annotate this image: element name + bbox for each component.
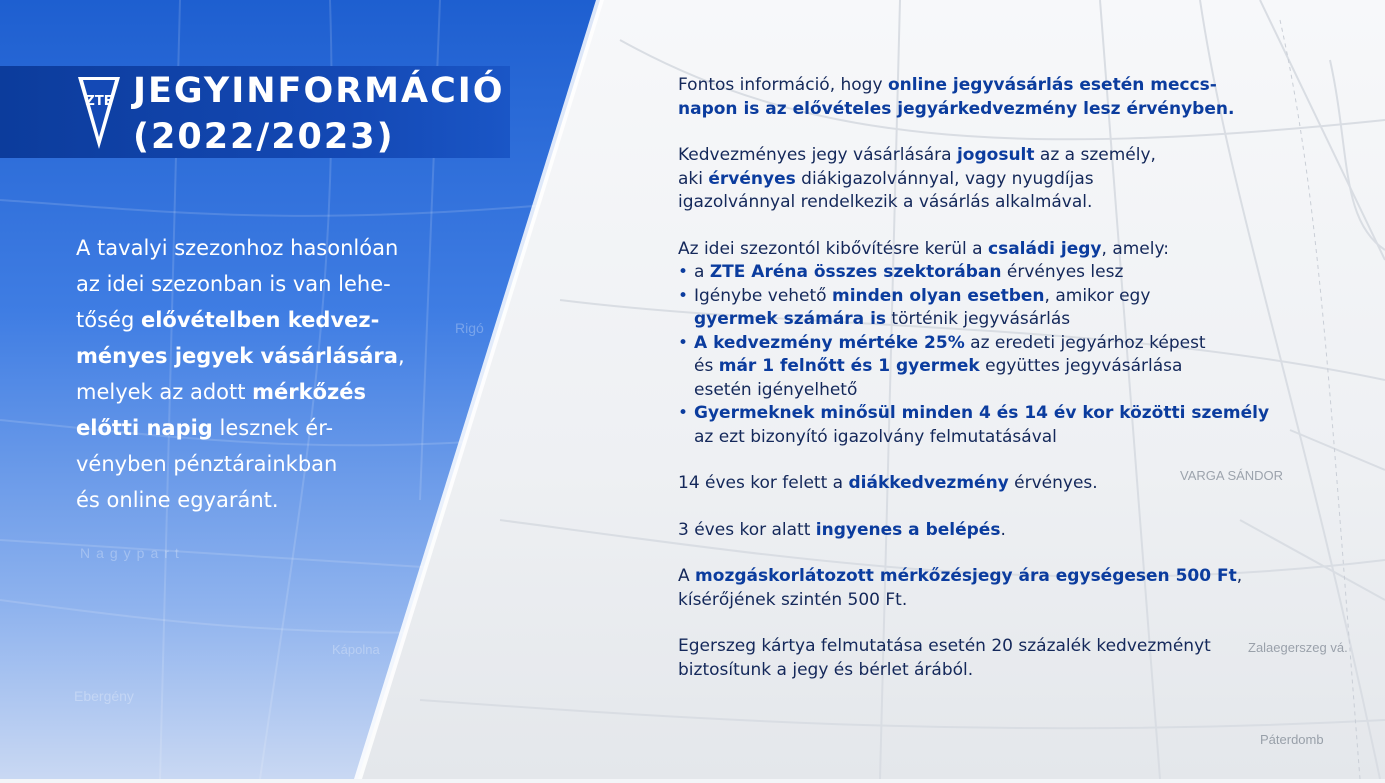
info-text: 3 éves kor alatt [678,519,816,540]
info-free-entry [678,519,1328,543]
info-highlight: A kedvezmény mértéke 25% [694,332,965,353]
family-ticket-list [678,261,1328,449]
info-highlight: diákkedvezmény [848,473,1009,493]
info-text: együttes jegyvásárlása [979,356,1183,376]
info-text: kísérőjének szintén 500 Ft. [678,589,908,610]
info-text: , [1236,566,1243,586]
ticket-info-column [678,74,1328,682]
info-text: az ezt bizonyító igazolvány felmutatásával [694,426,1057,447]
map-label-rigo: Rigó [455,320,484,336]
info-highlight: Gyermeknek minősül minden 4 és 14 év kor közötti személy [694,403,1270,423]
info-text: Egerszeg kártya felmutatása esetén 20 százalék kedvezményt [678,636,1211,656]
list-item [678,402,1328,449]
page-title [133,68,505,160]
info-highlight: ingyenes a belépés [815,519,1001,540]
bullet-icon: • [678,285,689,306]
info-text: történik jegyvásárlás [886,309,1071,329]
info-text: , amely: [1101,238,1170,259]
info-text: Igénybe vehető [694,285,832,306]
info-highlight: gyermek számára is [694,309,887,329]
intro-highlight: elővételben kedvez- [140,308,380,332]
info-text: A [678,566,696,586]
info-text: biztosítunk a jegy és bérlet árából. [678,659,974,680]
info-text: az a személy, [1034,145,1156,165]
info-highlight: jogosult [956,145,1035,165]
info-disabled-ticket [678,565,1328,612]
info-text: Az idei szezontól kibővítésre kerül a [678,238,989,259]
info-egerszeg-card [678,635,1328,682]
info-text: aki [678,168,709,189]
info-highlight: mozgáskorlátozott mérkőzésjegy ára egységesen 500 Ft [695,566,1237,586]
intro-line: melyek az adott [76,380,253,404]
map-label-nagypart: Nagypart [80,545,185,561]
map-label-zalaegerszeg: Zalaegerszeg vá. [1248,640,1348,655]
info-text: , amikor egy [1044,285,1151,306]
intro-highlight: ményes jegyek vásárlására [76,344,398,368]
map-label-kapolna: Kápolna [332,642,380,657]
info-text: érvényes lesz [1001,262,1124,282]
info-discount-eligibility [678,144,1328,215]
intro-paragraph [76,230,456,518]
info-online-purchase [678,74,1328,121]
info-student-discount [678,472,1328,496]
info-text: a [694,262,710,282]
intro-line: lesznek ér- [212,416,334,440]
bullet-icon: • [678,403,689,423]
intro-highlight: előtti napig [76,416,213,440]
map-label-paterdomb: Páterdomb [1260,732,1324,747]
title-line-1: JEGYINFORMÁCIÓ [133,71,505,111]
intro-line: és online egyaránt. [76,488,279,512]
map-label-ebergeny: Ebergény [74,688,134,704]
info-text: és [694,356,719,376]
bullet-icon: • [678,332,689,353]
info-highlight: napon is az elővételes jegyárkedvezmény lesz érvényben. [678,98,1235,119]
info-text: az eredeti jegyárhoz képest [964,332,1206,353]
intro-line: az idei szezonban is van lehe- [76,272,391,296]
info-text: diákigazolvánnyal, vagy nyugdíjas [795,168,1094,189]
list-item [678,285,1328,332]
info-family-ticket [678,238,1328,262]
info-text: Fontos információ, hogy [678,75,888,95]
list-item [678,261,1328,285]
info-text: érvényes. [1008,473,1098,493]
bullet-icon: • [678,262,689,282]
info-text: esetén igényelhető [694,379,858,400]
zte-shield-logo [76,75,122,151]
intro-line: A tavalyi szezonhoz hasonlóan [76,236,399,260]
intro-line: tőség [76,308,141,332]
intro-highlight: mérkőzés [252,380,366,404]
intro-line: vényben pénztárainkban [76,452,338,476]
info-text: Kedvezményes jegy vásárlására [678,145,957,165]
info-highlight: már 1 felnőtt és 1 gyermek [718,356,980,376]
list-item [678,332,1328,403]
intro-line: , [397,344,405,368]
logo-letters: ZTE [85,94,113,109]
info-highlight: ZTE Aréna összes szektorában [709,262,1002,282]
info-text: 14 éves kor felett a [678,473,849,493]
info-highlight: minden olyan esetben [831,285,1045,306]
title-line-2: (2022/2023) [133,117,395,157]
info-highlight: érvényes [708,168,796,189]
info-text: igazolvánnyal rendelkezik a vásárlás alkalmával. [678,192,1093,212]
info-highlight: családi jegy [988,238,1102,259]
info-highlight: online jegyvásárlás esetén meccs- [887,75,1217,95]
info-text: . [1000,519,1006,540]
map-label-varga: VARGA SÁNDOR [1180,468,1284,483]
